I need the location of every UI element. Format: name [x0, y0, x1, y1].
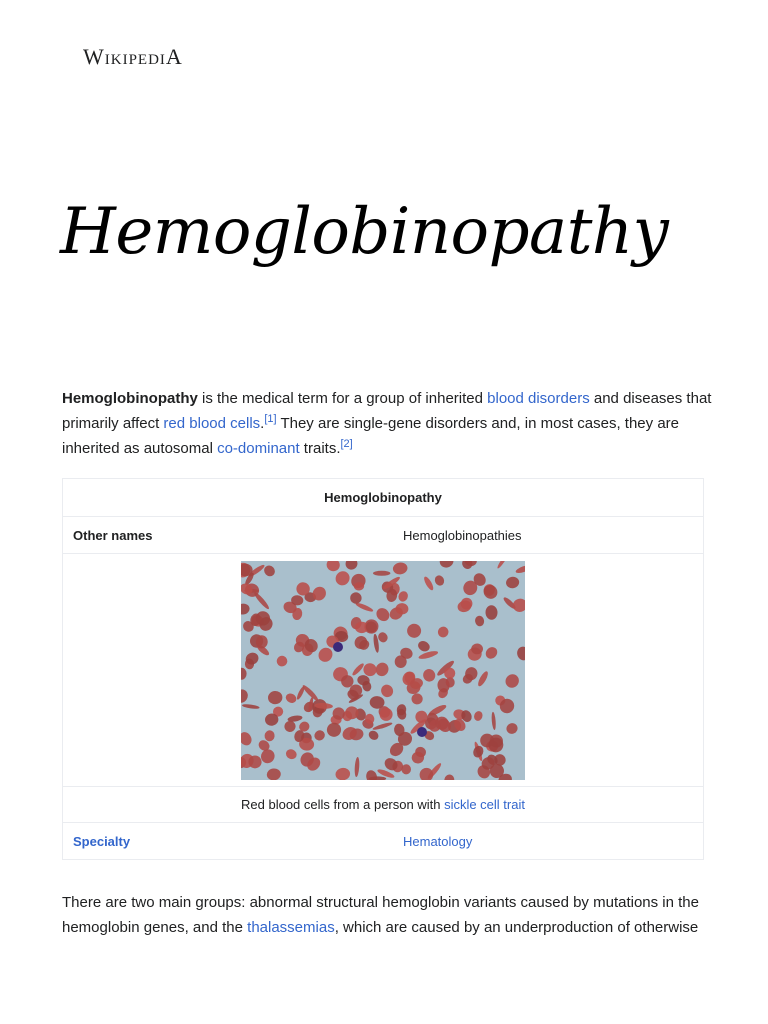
ref-2[interactable]: [2]	[340, 438, 353, 450]
infobox-title: Hemoglobinopathy	[63, 479, 704, 517]
logo-rest: ikipedi	[104, 44, 166, 69]
logo-cap: W	[83, 44, 105, 69]
link-co-dominant[interactable]: co-dominant	[217, 440, 300, 457]
link-thalassemias[interactable]: thalassemias	[247, 919, 335, 936]
second-text-1: There are two main groups: abnormal structural hemoglobin variants caused by mutations in the hemoglobin genes, and the	[62, 894, 699, 936]
blood-smear-image[interactable]	[241, 561, 525, 780]
intro-text-4: They are single-gene disorders and, in most cases, they are inherited as autosomal	[62, 415, 679, 457]
intro-text-5: traits.	[299, 440, 341, 457]
infobox	[62, 478, 704, 860]
caption-text: Red blood cells from a person with	[241, 797, 445, 812]
infobox-other-names-label: Other names	[63, 517, 384, 554]
infobox-caption	[63, 787, 704, 823]
link-red-blood-cells[interactable]: red blood cells	[163, 415, 261, 432]
wikipedia-logo[interactable]	[83, 44, 183, 70]
second-paragraph	[62, 890, 712, 940]
logo-end: A	[165, 44, 183, 69]
infobox-specialty-label[interactable]	[63, 823, 384, 860]
second-text-2: , which are caused by an underproduction of otherwise	[334, 919, 699, 936]
link-sickle-cell-trait[interactable]: sickle cell trait	[444, 797, 525, 812]
link-blood-disorders[interactable]: blood disorders	[487, 390, 590, 407]
infobox-other-names-value: Hemoglobinopathies	[383, 517, 704, 554]
intro-bold-term: Hemoglobinopathy	[62, 390, 198, 407]
infobox-specialty-value	[383, 823, 704, 860]
specialty-label-text: Specialty	[73, 833, 131, 849]
page-title: Hemoglobinopathy	[60, 195, 669, 269]
ref-1[interactable]: [1]	[264, 413, 277, 425]
intro-text-3: .	[260, 415, 265, 432]
intro-paragraph	[62, 386, 712, 461]
intro-text-1: is the medical term for a group of inherited	[197, 390, 488, 407]
infobox-image-cell	[63, 554, 704, 787]
intro-text-2: and diseases that primarily affect	[62, 390, 712, 432]
link-hematology[interactable]: Hematology	[403, 833, 473, 849]
